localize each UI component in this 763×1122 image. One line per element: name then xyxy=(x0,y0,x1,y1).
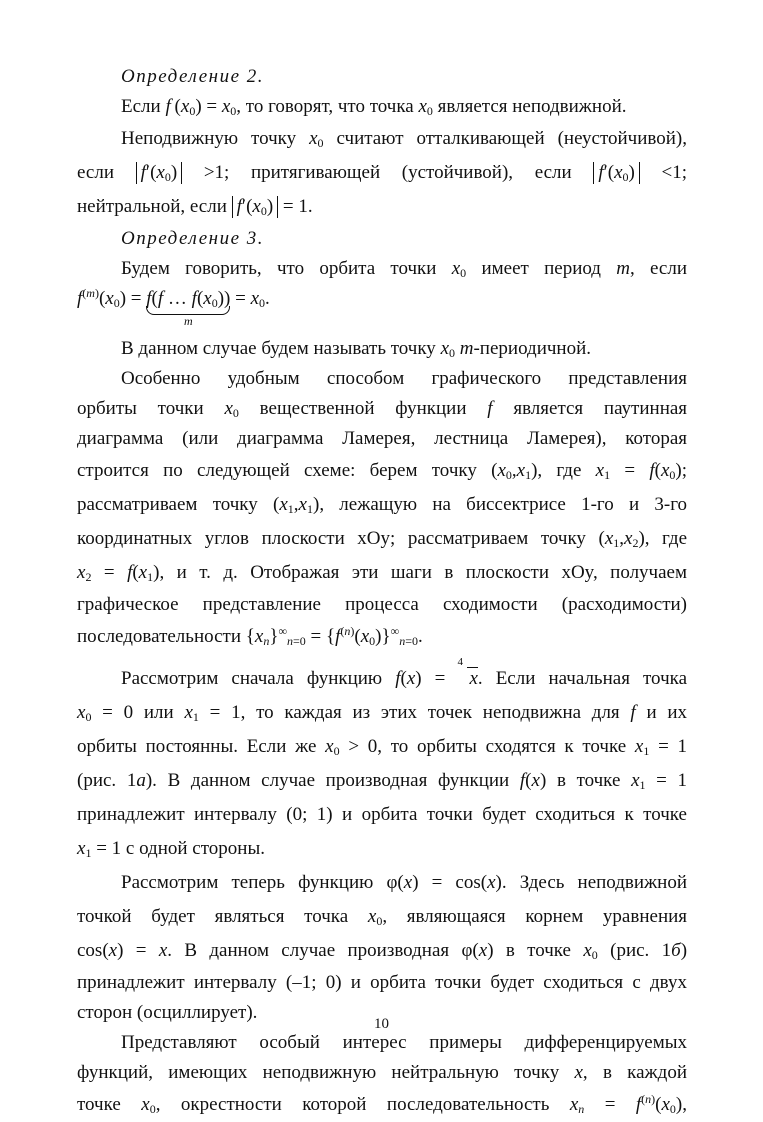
last-paragraph-line-3: точке $x_0$, окрестности которой последовательность $x_n = f^{(n)}(x_0)$, xyxy=(77,1092,687,1116)
cobweb-paragraph-line-4: строится по следующей схеме: берем точку $(x_0,x_1)$, где $x_1 = f(x_0)$; xyxy=(77,460,688,482)
cos-paragraph-line-1: Рассмотрим теперь функцию φ(x) = cos(x). Здесь неподвижной xyxy=(121,872,688,893)
root-paragraph-line-3: орбиты постоянны. Если же $x_0 > 0$, то орбиты сходятся к точке $x_1 = 1$ xyxy=(77,736,688,758)
cos-paragraph-line-3: cos(x) = x. В данном случае производная φ(x) в точке $x_0$ (рис. 1б) xyxy=(77,940,688,962)
last-paragraph-line-2: функций, имеющих неподвижную нейтральную точку x, в каждой xyxy=(77,1062,688,1083)
cobweb-paragraph-line-3: диаграмма (или диаграмма Ламерея, лестница Ламерея), которая xyxy=(77,428,687,449)
cobweb-paragraph-line-1: Особенно удобным способом графического представления xyxy=(121,368,687,389)
cos-paragraph-line-4: принадлежит интервалу (–1; 0) и орбита точки будет сходиться с двух xyxy=(77,972,687,993)
root-paragraph-line-1: Рассмотрим сначала функцию f(x) = 4 x. Если начальная точка xyxy=(121,656,688,689)
definition-3-title: Определение 3. xyxy=(121,228,265,249)
definition-3-formula: $f^{(m)}(x_0) = f(f$ … $f(x_0)$) m = $x_0$. xyxy=(77,286,270,328)
periodic-sentence: В данном случае будем называть точку $x_0$ m-периодичной. xyxy=(121,338,592,360)
page-number: 10 xyxy=(374,1016,389,1032)
cobweb-paragraph-line-7: $x_2 = f(x_1)$, и т. д. Отображая эти шаги в плоскости xOy, получаем xyxy=(77,562,687,584)
cos-paragraph-line-2: точкой будет являться точка $x_0$, являющаяся корнем уравнения xyxy=(77,906,688,928)
fixed-point-paragraph-line-3: нейтральной, если $f'(x_0) = 1$. xyxy=(77,196,313,218)
last-paragraph-line-1: Представляют особый интерес примеры дифференцируемых xyxy=(121,1032,687,1053)
cobweb-paragraph-line-6: координатных углов плоскости xOy; рассматриваем точку $(x_1,x_2)$, где xyxy=(77,528,688,550)
root-paragraph-line-2: $x_0 = 0$ или $x_1 = 1$, то каждая из этих точек неподвижна для f и их xyxy=(77,702,688,724)
root-paragraph-line-4: (рис. 1a). В данном случае производная функции f(x) в точке $x_1 = 1$ xyxy=(77,770,688,792)
fixed-point-paragraph-line-1: Неподвижную точку $x_0$ считают отталкивающей (неустойчивой), xyxy=(121,128,687,150)
cobweb-paragraph-line-9: последовательности $\{x_n\}^\infty_{n=0} = \{f^{(n)}(x_0)\}^\infty_{n=0}$. xyxy=(77,624,423,648)
definition-3-text: Будем говорить, что орбита точки $x_0$ имеет период m, если xyxy=(121,258,688,280)
cos-paragraph-line-5: сторон (осциллирует). xyxy=(77,1002,258,1023)
cobweb-paragraph-line-2: орбиты точки $x_0$ вещественной функции f является паутинная xyxy=(77,398,688,420)
fixed-point-paragraph-line-2: если $f'(x_0) >1$; притягивающей (устойчивой), если $f'(x_0) <1$; xyxy=(77,162,687,184)
definition-2-text: Если f $(x_0) = x_0$, то говорят, что точка $x_0$ является неподвижной. xyxy=(121,96,627,118)
cobweb-paragraph-line-8: графическое представление процесса сходимости (расходимости) xyxy=(77,594,687,615)
root-paragraph-line-6: $x_1 = 1$ с одной стороны. xyxy=(77,838,265,860)
definition-2-title: Определение 2. xyxy=(121,66,265,87)
root-paragraph-line-5: принадлежит интервалу (0; 1) и орбита точки будет сходиться к точке xyxy=(77,804,687,825)
cobweb-paragraph-line-5: рассматриваем точку $(x_1,x_1)$, лежащую на биссектрисе 1-го и 3-го xyxy=(77,494,688,516)
document-page xyxy=(77,62,687,1122)
